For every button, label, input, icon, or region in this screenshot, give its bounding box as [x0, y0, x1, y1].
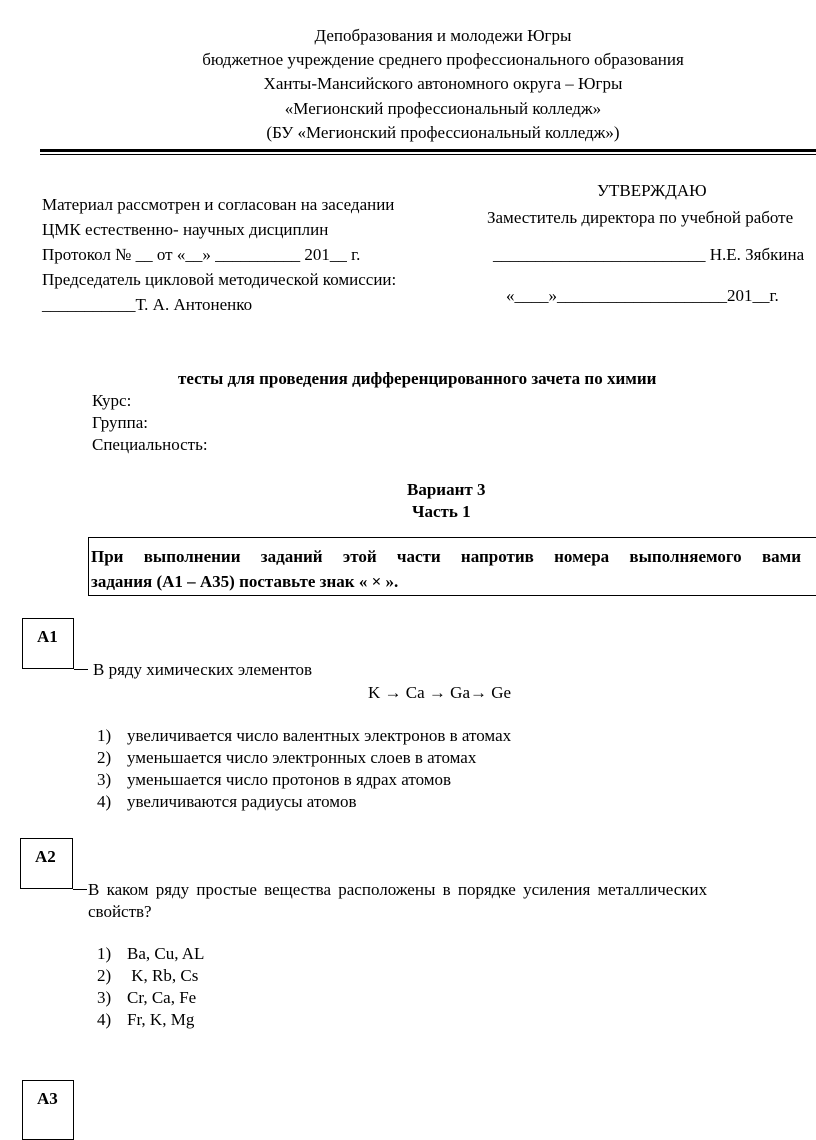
- option-text: увеличивается число валентных электронов в атомах: [127, 726, 512, 745]
- left-block-signature: ___________Т. А. Антоненко: [42, 295, 253, 314]
- left-block-line1: Материал рассмотрен и согласован на заседании: [42, 195, 395, 214]
- option-a1-4[interactable]: [97, 792, 357, 812]
- option-text: уменьшается число протонов в ядрах атомов: [127, 770, 452, 789]
- answer-box-a3[interactable]: [22, 1080, 74, 1140]
- answer-box-a1[interactable]: [22, 618, 74, 669]
- answer-line-a2: [73, 889, 87, 890]
- left-block-line2: ЦМК естественно- научных дисциплин: [42, 220, 329, 239]
- option-number: 2): [97, 748, 112, 767]
- approve-deputy: Заместитель директора по учебной работе: [487, 208, 794, 227]
- option-a1-3[interactable]: [97, 770, 451, 790]
- option-text: увеличиваются радиусы атомов: [127, 792, 357, 811]
- answer-line-a1: [74, 669, 88, 670]
- question-label-a2: А2: [35, 847, 56, 866]
- approve-date: «____»____________________201__г.: [506, 286, 779, 305]
- option-a2-3[interactable]: [97, 988, 196, 1008]
- option-number: 2): [97, 966, 112, 985]
- header-institution-type: бюджетное учреждение среднего профессионального образования: [202, 50, 684, 69]
- group-label: Группа:: [92, 413, 148, 432]
- approve-signature: _________________________ Н.Е. Зябкина: [493, 245, 805, 264]
- course-label: Курс:: [92, 391, 132, 410]
- header-region: Ханты-Мансийского автономного округа – Югры: [263, 74, 623, 93]
- option-number: 4): [97, 792, 112, 811]
- instruction-line1: При выполнении заданий этой части напротив номера выполняемого вами: [91, 547, 801, 566]
- header-college-name: «Мегионский профессиональный колледж»: [284, 99, 602, 118]
- option-text: K, Rb, Cs: [127, 966, 199, 985]
- approve-title: УТВЕРЖДАЮ: [597, 181, 707, 200]
- option-number: 1): [97, 726, 112, 745]
- question-text-a2-line1: В каком ряду простые вещества расположены в порядке усиления металлических: [88, 880, 708, 899]
- option-a1-2[interactable]: [97, 748, 476, 768]
- option-a2-4[interactable]: [97, 1010, 194, 1030]
- header-ministry: Депобразования и молодежи Югры: [314, 26, 572, 45]
- left-block-chairman: Председатель цикловой методической комиссии:: [42, 270, 397, 289]
- variant-label: Вариант 3: [407, 480, 486, 499]
- instruction-box: [88, 537, 816, 596]
- option-a2-2[interactable]: [97, 966, 198, 986]
- answer-box-a2[interactable]: [20, 838, 73, 889]
- option-text: уменьшается число электронных слоев в атомах: [127, 748, 477, 767]
- option-text: Cr, Ca, Fe: [127, 988, 197, 1007]
- question-formula-a1: K → Ca → Ga→ Ge: [368, 683, 512, 702]
- option-text: Fr, K, Mg: [127, 1010, 195, 1029]
- question-text-a1: В ряду химических элементов: [93, 660, 313, 679]
- option-number: 1): [97, 944, 112, 963]
- instruction-line2: задания (А1 – А35) поставьте знак « × ».: [91, 572, 399, 591]
- question-label-a1: А1: [37, 627, 58, 646]
- header-divider-thick: [40, 149, 816, 152]
- header-divider-thin: [40, 154, 816, 155]
- left-block-protocol: Протокол № __ от «__» __________ 201__ г.: [42, 245, 361, 264]
- option-number: 3): [97, 988, 112, 1007]
- question-label-a3: А3: [37, 1089, 58, 1108]
- specialty-label: Специальность:: [92, 435, 208, 454]
- document-title: тесты для проведения дифференцированного зачета по химии: [178, 369, 657, 388]
- question-text-a2-line2: свойств?: [88, 902, 152, 921]
- option-a1-1[interactable]: [97, 726, 511, 746]
- option-number: 3): [97, 770, 112, 789]
- option-text: Ba, Cu, AL: [127, 944, 205, 963]
- header-college-short: (БУ «Мегионский профессиональный колледж»): [266, 123, 620, 142]
- option-a2-1[interactable]: [97, 944, 204, 964]
- option-number: 4): [97, 1010, 112, 1029]
- part-label: Часть 1: [412, 502, 471, 521]
